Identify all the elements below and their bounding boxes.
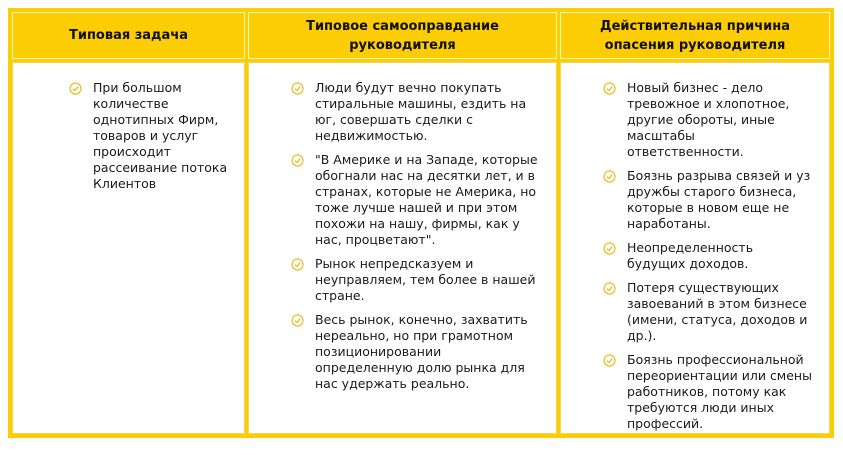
check-circle-icon <box>603 354 616 367</box>
header-label: Типовое самооправдание руководителя <box>306 18 499 53</box>
list-item-text: Рынок непредсказуем и неуправляем, тем более в нашей стране. <box>315 256 536 303</box>
list-item-text: При большом количестве однотипных Фирм, товаров и услуг происходит рассеивание потока Клиентов <box>93 80 228 191</box>
bullet-list <box>69 80 237 200</box>
list-item-text: Боязнь профессиональной переориентации или смены работников, потому как требуются люди иных профессий. <box>627 352 812 431</box>
column-self-justification <box>248 62 557 434</box>
check-circle-icon <box>603 242 616 255</box>
header-typical-self-justification <box>248 12 557 59</box>
list-item-text: Новый бизнес - дело тревожное и хлопотное, другие обороты, иные масштабы ответственности. <box>627 80 790 159</box>
check-circle-icon <box>291 82 304 95</box>
bullet-list <box>603 80 813 440</box>
header-label: Действительная причина опасения руководителя <box>600 18 790 53</box>
check-circle-icon <box>603 282 616 295</box>
list-item <box>603 352 813 432</box>
list-item-text: Потеря существующих завоеваний в этом бизнесе (имени, статуса, доходов и др.). <box>627 280 808 343</box>
list-item <box>603 80 813 160</box>
check-circle-icon <box>603 82 616 95</box>
list-item-text: Весь рынок, конечно, захватить нереально, но при грамотном позиционировании определенную долю рынка для нас удержать реально. <box>315 312 528 391</box>
list-item <box>69 80 237 192</box>
list-item-text: "В Америке и на Западе, которые обогнали нас на десятки лет, и в странах, которые не Америка, но тоже лучше нашей и при этом похожи на нашу, фирмы, как у нас, процветают". <box>315 152 538 247</box>
list-item <box>603 240 813 272</box>
check-circle-icon <box>291 154 304 167</box>
comparison-table <box>8 8 834 438</box>
list-item <box>291 80 541 144</box>
check-circle-icon <box>291 314 304 327</box>
header-real-reason <box>560 12 830 59</box>
list-item <box>291 256 541 304</box>
check-circle-icon <box>69 82 82 95</box>
header-typical-task <box>12 12 245 59</box>
list-item-text: Неопределенность будущих доходов. <box>627 240 754 271</box>
list-item <box>291 312 541 392</box>
list-item <box>603 280 813 344</box>
list-item <box>291 152 541 248</box>
column-typical-task <box>12 62 245 434</box>
check-circle-icon <box>603 170 616 183</box>
list-item-text: Люди будут вечно покупать стиральные машины, ездить на юг, совершать сделки с недвижимостью. <box>315 80 527 143</box>
column-real-reason <box>560 62 830 434</box>
bullet-list <box>291 80 541 400</box>
list-item-text: Боязнь разрыва связей и уз дружбы старого бизнеса, которые в новом еще не наработаны. <box>627 168 811 231</box>
check-circle-icon <box>291 258 304 271</box>
list-item <box>603 168 813 232</box>
header-label: Типовая задача <box>68 28 189 43</box>
